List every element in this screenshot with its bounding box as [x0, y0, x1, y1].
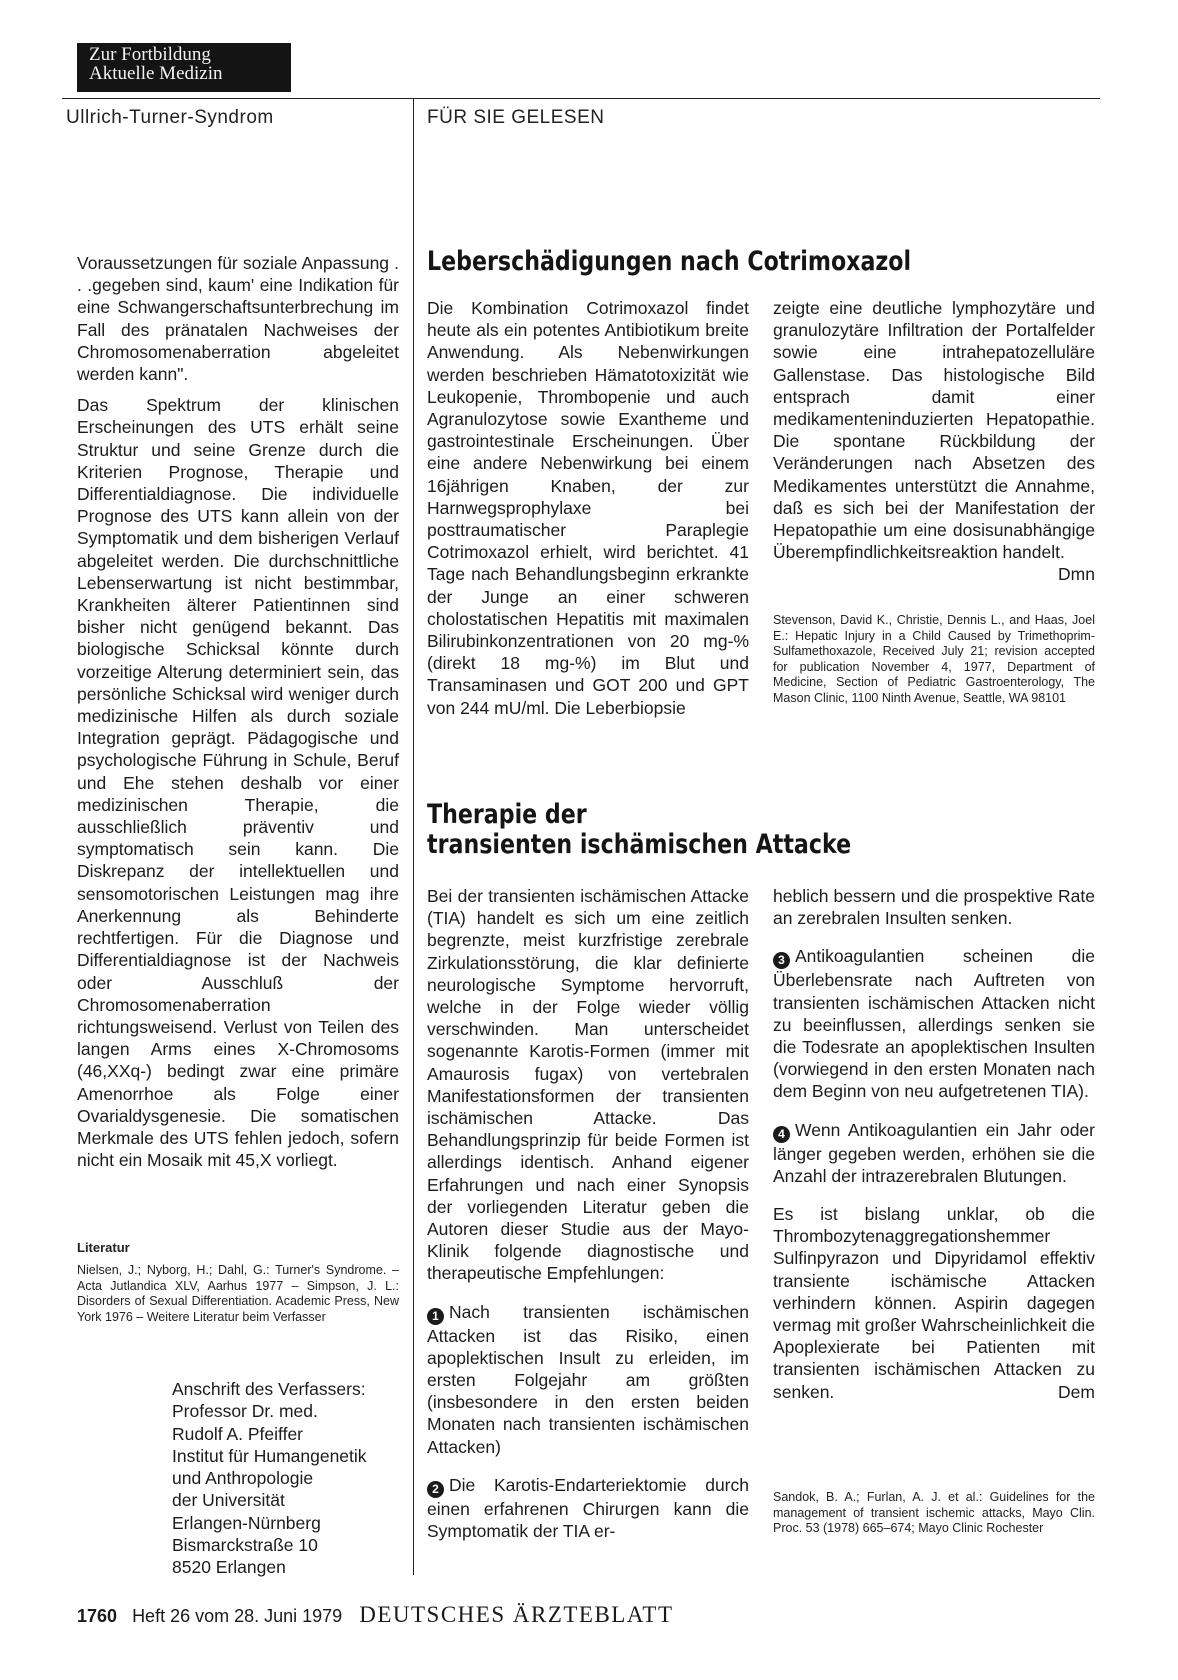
right-column-title: FÜR SIE GELESEN	[427, 107, 605, 128]
article-2-signature: Dem	[1058, 1381, 1095, 1402]
point-3-text: Antikoagulantien scheinen die Überlebensrate nach Auftreten von transienten ischämischen Attacken nicht zu beeinflussen, allerdings senken sie die Todesrate an apoplektischen Insulten (vorwiegend in den ersten Monaten nach dem Beginn von neu aufgetretenen TIA).	[773, 946, 1095, 1102]
address-line: Rudolf A. Pfeiffer	[172, 1423, 304, 1444]
left-paragraph-2: Das Spektrum der klinischen Erscheinungen des UTS erhält seine Struktur und seine Grenze durch die Kriterien Prognose, Therapie und Differentialdiagnose. Die individuelle Prognose des UTS kann allein von der Symptomatik und dem bisherigen Verlauf abgeleitet werden. Die durchschnittliche Lebenserwartung ist nicht bestimmbar, Krankheiten älterer Patientinnen sind bisher nicht genügend bekannt. Das biologische Schicksal könnte durch vorzeitige Alterung determiniert sein, das persönliche Schicksal wird weniger durch medizinische Hilfen als durch soziale Integration geprägt. Pädagogische und psychologische Führung in Schule, Beruf und Ehe stehen deshalb vor einer medizinischen Therapie, die ausschließlich präventiv und symptomatisch sein kann. Die Diskrepanz der intellektuellen und sensomotorischen Leistungen mag ihre Anerkennung als Behinderte rechtfertigen. Für die Diagnose und Differentialdiagnose ist der Nachweis oder Ausschluß der Chromosomenaberration richtungsweisend. Verlust von Teilen des langen Arms eines X-Chromosoms (46,XXq-) bedingt zwar eine primäre Amenorrhoe als Folge einer Ovarialdysgenesie. Die somatischen Merkmale des UTS fehlen jedoch, sofern nicht ein Mosaik mit 45,X vorliegt.	[77, 395, 399, 1171]
address-line: Bismarckstraße 10	[172, 1535, 318, 1556]
article-2-point-3	[773, 945, 1095, 1102]
top-rule	[62, 98, 1100, 99]
left-column-title: Ullrich-Turner-Syndrom	[66, 107, 274, 128]
number-1-icon: 1	[427, 1308, 444, 1325]
author-address	[172, 1378, 367, 1579]
page-footer	[77, 1602, 674, 1628]
number-3-icon: 3	[773, 952, 790, 969]
article-2-final	[773, 1203, 1095, 1403]
point-2-text: Die Karotis-Endarteriektomie durch einen erfahrenen Chirurgen kann die Symptomatik der TIA er-	[427, 1474, 749, 1542]
address-line: 8520 Erlangen	[172, 1557, 286, 1578]
article-2-point-4	[773, 1119, 1095, 1187]
badge-line-2: Aktuelle Medizin	[89, 63, 223, 84]
article-2-reference: Sandok, B. A.; Furlan, A. J. et al.: Guidelines for the management of transient ischemic attacks, Mayo Clin. Proc. 53 (1978) 665–674; Mayo Clinic Rochester	[773, 1490, 1095, 1535]
article-1-reference: Stevenson, David K., Christie, Dennis L., and Haas, Joel E.: Hepatic Injury in a Child Caused by Trimethoprim-Sulfamethoxazole, Received July 21; revision accepted for publication November 4, 1977, Department of Medicine, Section of Pediatric Gastroenterology, The Mason Clinic, 1100 Ninth Avenue, Seattle, WA 98101	[773, 613, 1095, 705]
literature-text: Nielsen, J.; Nyborg, H.; Dahl, G.: Turner's Syndrome. – Acta Jutlandica XLV, Aarhus 1977 – Simpson, J. L.: Disorders of Sexual Differentiation. Academic Press, New York 1976 – Weitere Literatur beim Verfasser	[77, 1263, 399, 1324]
article-1-col-2-text: zeigte eine deutliche lymphozytäre und granulozytäre Infiltration der Portalfelder sowie eine intrahepatozelluläre Gallenstase. Das histologische Bild entsprach damit einer medikamenteninduzierten Hepatopathie. Die spontane Rückbildung der Veränderungen nach Absetzen des Medikamentes unterstützt die Annahme, daß es sich bei der Manifestation der Hepatopathie um eine dosisunabhängige Überempfindlichkeitsreaktion handelt.	[773, 298, 1095, 563]
point-1-text: Nach transienten ischämischen Attacken ist das Risiko, einen apoplektischen Insult zu erleiden, im ersten Folgejahr am größten (insbesondere in den ersten beiden Monaten nach transienten ischämischen Attacken)	[427, 1301, 749, 1457]
article-2-final-text: Es ist bislang unklar, ob die Thrombozytenaggregationshemmer Sulfinpyrazon und Dipyridamol effektiv transiente ischämische Attacken verhindern können. Aspirin dagegen vermag mit großer Wahrscheinlichkeit die Apoplexierate bei Patienten mit transienten ischämischen Attacken zu senken.	[773, 1204, 1095, 1402]
journal-name: DEUTSCHES ÄRZTEBLATT	[359, 1602, 674, 1627]
number-2-icon: 2	[427, 1481, 444, 1498]
article-1-col-1: Die Kombination Cotrimoxazol findet heute als ein potentes Antibiotikum breite Anwendung. Als Nebenwirkungen werden beschrieben Hämatotoxizität wie Leukopenie, Thrombopenie und auch Agranulozytose sowie Exantheme und gastrointestinale Erscheinungen. Über eine andere Nebenwirkung bei einem 16jährigen Knaben, der zur Harnwegsprophylaxe bei posttraumatischer Paraplegie Cotrimoxazol erhielt, wird berichtet. 41 Tage nach Behandlungsbeginn erkrankte der Junge an einer schweren cholostatischen Hepatitis mit maximalen Bilirubinkonzentrationen von 20 mg-% (direkt 18 mg-%) im Blut und Transaminasen und GOT 200 und GPT von 244 mU/ml. Die Leberbiopsie	[427, 298, 749, 718]
article-2-title-line-2: transienten ischämischen Attacke	[427, 829, 852, 860]
article-2-point-1	[427, 1301, 749, 1458]
address-line: Erlangen-Nürnberg	[172, 1512, 321, 1533]
article-2-col-2	[773, 885, 1095, 1403]
left-column-text	[77, 252, 399, 1171]
issue-info: Heft 26 vom 28. Juni 1979	[132, 1606, 343, 1626]
article-1-signature: Dmn	[1058, 564, 1095, 585]
literature-heading: Literatur	[77, 1240, 130, 1255]
article-2-continuation: heblich bessern und die prospektive Rate an zerebralen Insulten senken.	[773, 886, 1095, 929]
address-line: der Universität	[172, 1490, 285, 1511]
article-1-title: Leberschädigungen nach Cotrimoxazol	[427, 246, 912, 277]
article-1-col-2	[773, 297, 1095, 586]
page-number: 1760	[77, 1606, 118, 1626]
number-4-icon: 4	[773, 1126, 790, 1143]
article-2-title	[427, 800, 851, 860]
article-2-point-2	[427, 1474, 749, 1542]
address-line: und Anthropologie	[172, 1468, 314, 1489]
article-2-title-line-1: Therapie der	[427, 799, 587, 830]
address-line: Professor Dr. med.	[172, 1401, 318, 1422]
article-2-col-1	[427, 885, 749, 1542]
left-paragraph-1: Voraussetzungen für soziale Anpassung . . .gegeben sind, kaum' eine Indikation für eine Schwangerschaftsunterbrechung im Fall des pränatalen Nachweises der Chromosomenaberration abgeleitet werden kann".	[77, 253, 399, 385]
address-line: Anschrift des Verfassers:	[172, 1379, 366, 1399]
address-line: Institut für Humangenetik	[172, 1445, 367, 1466]
article-2-intro: Bei der transienten ischämischen Attacke (TIA) handelt es sich um eine zeitlich begrenzte, meist kurzfristige zerebrale Zirkulationsstörung, die klar definierte neurologische Symptome hervorruft, welche in der Folge wieder völlig verschwinden. Man unterscheidet sogenannte Karotis-Formen (immer mit Amaurosis fugax) von vertebralen Manifestationsformen der transienten ischämischen Attacke. Das Behandlungsprinzip für beide Formen ist allerdings identisch. Anhand eigener Erfahrungen und nach einer Synopsis der vorliegenden Literatur geben die Autoren dieser Studie aus der Mayo-Klinik folgende diagnostische und therapeutische Empfehlungen:	[427, 886, 749, 1284]
point-4-text: Wenn Antikoagulantien ein Jahr oder länger gegeben werden, erhöhen sie die Anzahl der intrazerebralen Blutungen.	[773, 1119, 1095, 1186]
badge-line-1: Zur Fortbildung	[89, 44, 211, 65]
section-badge	[77, 43, 291, 92]
column-divider	[413, 98, 414, 1575]
